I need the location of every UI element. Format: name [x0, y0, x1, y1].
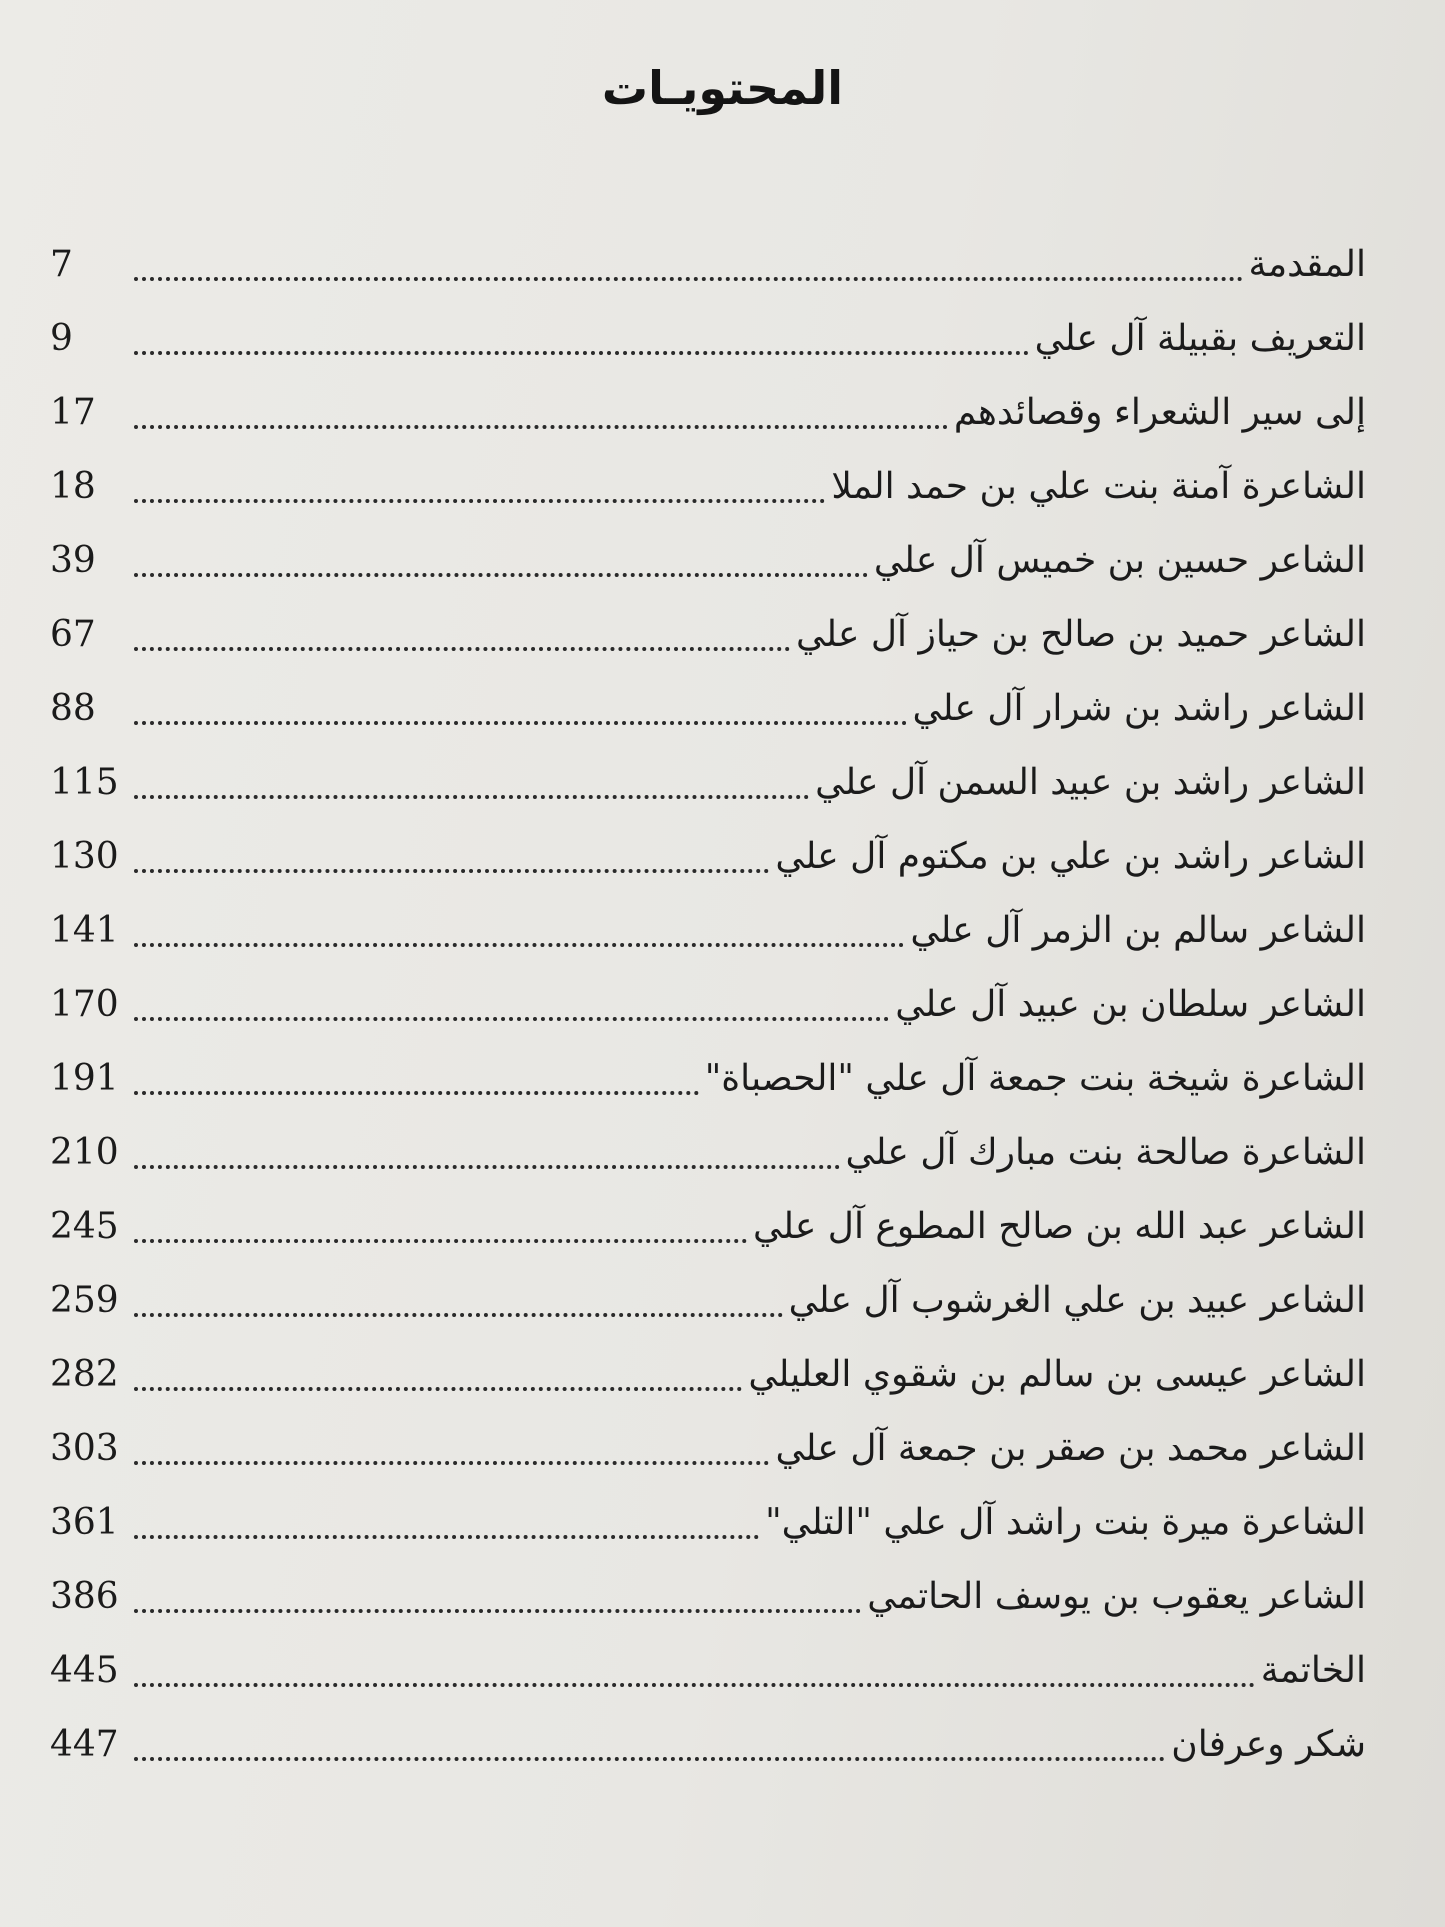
toc-dot-leader: [134, 1091, 699, 1095]
toc-entry: [50, 1486, 1366, 1560]
toc-entry-page-number: 210: [50, 1132, 119, 1173]
toc-dot-leader: [134, 425, 948, 429]
toc-dot-leader: [134, 1165, 840, 1169]
toc-dot-leader: [134, 1757, 1165, 1761]
toc-entry-page-number: 170: [50, 984, 119, 1025]
toc-entry: [50, 376, 1366, 450]
toc-dot-leader: [134, 869, 769, 873]
toc-entry-title: الشاعر حميد بن صالح بن حياز آل علي: [796, 614, 1366, 655]
toc-entry-page-number: 18: [50, 466, 96, 507]
toc-entry-title: الشاعر يعقوب بن يوسف الحاتمي: [867, 1576, 1366, 1617]
page-title: المحتويـات: [601, 61, 844, 115]
toc-entry-page-number: 7: [50, 244, 73, 285]
toc-entry: [50, 1190, 1366, 1264]
toc-entry-title: الشاعر راشد بن شرار آل علي: [912, 688, 1366, 729]
toc-dot-leader: [134, 1609, 861, 1613]
toc-entry: [50, 1042, 1366, 1116]
toc-dot-leader: [134, 795, 809, 799]
toc-dot-leader: [134, 943, 904, 947]
toc-entry: [50, 1116, 1366, 1190]
toc-entry-page-number: 9: [50, 318, 73, 359]
toc-entry: [50, 1412, 1366, 1486]
toc-entry-title: الشاعر سلطان بن عبيد آل علي: [895, 984, 1366, 1025]
toc-entry-page-number: 17: [50, 392, 96, 433]
toc-entry-page-number: 115: [50, 762, 119, 803]
toc-entry-page-number: 386: [50, 1576, 119, 1617]
toc-entry-title: الشاعر محمد بن صقر بن جمعة آل علي: [775, 1428, 1366, 1469]
toc-entry-page-number: 191: [50, 1058, 119, 1099]
toc-entry: [50, 450, 1366, 524]
toc-dot-leader: [134, 1239, 747, 1243]
toc-entry-title: الشاعر راشد بن علي بن مكتوم آل علي: [775, 836, 1366, 877]
toc-dot-leader: [134, 277, 1243, 281]
toc-dot-leader: [134, 1461, 769, 1465]
toc-entry-page-number: 445: [50, 1650, 119, 1691]
toc-dot-leader: [134, 351, 1029, 355]
toc-entry-page-number: 39: [50, 540, 96, 581]
toc-entry-title: الشاعرة صالحة بنت مبارك آل علي: [845, 1132, 1366, 1173]
toc-entry-page-number: 447: [50, 1724, 119, 1765]
toc-entry: [50, 746, 1366, 820]
toc-entry: [50, 820, 1366, 894]
toc-dot-leader: [134, 721, 907, 725]
toc-entry-title: الشاعر عيسى بن سالم بن شقوي العليلي: [748, 1354, 1366, 1395]
toc-entry-title: الشاعرة آمنة بنت علي بن حمد الملا: [831, 466, 1366, 507]
toc-entry: [50, 1560, 1366, 1634]
toc-entry-page-number: 282: [50, 1354, 119, 1395]
toc-entry: [50, 894, 1366, 968]
toc-entry-title: شكر وعرفان: [1171, 1724, 1366, 1765]
toc-entry: [50, 1264, 1366, 1338]
toc-dot-leader: [134, 1683, 1255, 1687]
toc-entry: [50, 1708, 1366, 1782]
toc-entry: [50, 524, 1366, 598]
toc-entry: [50, 228, 1366, 302]
toc-entry-page-number: 88: [50, 688, 96, 729]
toc-entry-title: التعريف بقبيلة آل علي: [1034, 318, 1366, 359]
toc-entry-title: إلى سير الشعراء وقصائدهم: [953, 392, 1366, 433]
toc-dot-leader: [134, 573, 868, 577]
toc-dot-leader: [134, 1387, 742, 1391]
toc-entry-page-number: 67: [50, 614, 96, 655]
table-of-contents: [50, 228, 1366, 1782]
toc-entry-title: المقدمة: [1248, 244, 1366, 285]
toc-entry-title: الشاعر حسين بن خميس آل علي: [873, 540, 1366, 581]
toc-dot-leader: [134, 1017, 889, 1021]
toc-dot-leader: [134, 647, 790, 651]
toc-entry-title: الشاعرة شيخة بنت جمعة آل علي "الحصباة": [704, 1058, 1366, 1099]
toc-entry: [50, 968, 1366, 1042]
toc-entry: [50, 672, 1366, 746]
toc-entry-title: الشاعر راشد بن عبيد السمن آل علي: [815, 762, 1366, 803]
toc-entry-page-number: 303: [50, 1428, 119, 1469]
toc-entry-title: الشاعر عبد الله بن صالح المطوع آل علي: [752, 1206, 1366, 1247]
toc-dot-leader: [134, 1313, 783, 1317]
toc-entry-page-number: 259: [50, 1280, 119, 1321]
toc-entry: [50, 1338, 1366, 1412]
toc-entry-title: الخاتمة: [1260, 1650, 1366, 1691]
toc-entry: [50, 302, 1366, 376]
toc-entry: [50, 598, 1366, 672]
toc-dot-leader: [134, 1535, 759, 1539]
toc-entry-page-number: 245: [50, 1206, 119, 1247]
toc-entry-title: الشاعرة ميرة بنت راشد آل علي "التلي": [765, 1502, 1366, 1543]
toc-entry-title: الشاعر سالم بن الزمر آل علي: [910, 910, 1366, 951]
toc-entry-page-number: 361: [50, 1502, 119, 1543]
toc-entry-title: الشاعر عبيد بن علي الغرشوب آل علي: [788, 1280, 1366, 1321]
toc-entry-page-number: 141: [50, 910, 119, 951]
toc-dot-leader: [134, 499, 825, 503]
toc-entry: [50, 1634, 1366, 1708]
toc-entry-page-number: 130: [50, 836, 119, 877]
